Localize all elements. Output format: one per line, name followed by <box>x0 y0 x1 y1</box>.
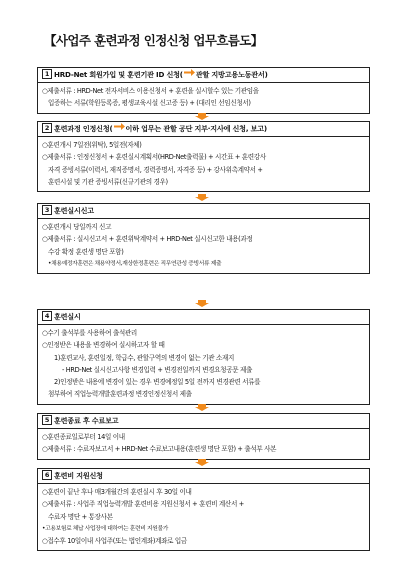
step-4-title: 훈련실시 <box>54 312 81 321</box>
down-arrow-icon <box>195 300 209 307</box>
step-2-box <box>37 121 370 192</box>
step-1-title-tail: 관할 지방고용노동관서) <box>195 70 268 79</box>
step-5-title: 훈련종료 후 수료보고 <box>54 416 119 425</box>
step-2-header <box>38 122 369 137</box>
step-2-number: 2 <box>42 123 52 133</box>
step-1-number: 1 <box>42 69 52 79</box>
step-6-line: ○훈련이 끝난 후나 매3개월간의 훈련실시 후 30일 이내 <box>42 488 192 496</box>
step-3-line: 수강 확정 훈련생 명단 포함) <box>48 247 124 256</box>
step-1-header <box>38 68 369 83</box>
step-1-box <box>37 67 370 114</box>
step-6-header <box>38 469 369 484</box>
step-1-body <box>38 83 369 113</box>
step-1-line: 입증하는 서류(학원등록증, 평생교육시설 신고증 등) + (대리인 선임신청서) <box>48 99 251 108</box>
step-5-line: ○제출서류 : 수료자보고서 + HRD-Net 수료보고내용(훈련생 명단 포함) + 출석부 사본 <box>42 445 277 454</box>
step-4-line: - HRD-Net 실시신고사항 변경입력 + 변경전일까지 변경요청공문 제출 <box>62 365 253 374</box>
step-6-body <box>38 484 369 550</box>
down-arrow-icon <box>195 113 209 120</box>
step-4-line: ○수기 출석부를 사용하여 출석관리 <box>42 329 137 337</box>
page-title: 【사업주 훈련과정 인정신청 업무흐름도】 <box>44 33 263 48</box>
step-5-header <box>38 414 369 429</box>
down-arrow-icon <box>195 194 209 201</box>
step-4-line: ○인정받은 내용을 변경하여 실시하고자 할 때 <box>42 341 165 350</box>
step-2-line: 훈련시설 및 기관 증빙서류(신규기관의 경우) <box>48 177 168 186</box>
down-arrow-icon <box>195 404 209 411</box>
right-arrow-icon <box>184 68 195 81</box>
step-1-line: ○제출서류 : HRD-Net 전자서비스 이용신청서 + 훈련을 실시할수 있는 기관임을 <box>42 87 259 95</box>
step-4-box <box>37 309 370 405</box>
step-3-box <box>37 203 370 274</box>
step-3-note: •채용예정자훈련은 채용약정서,재상한정훈련은 직무연관성 증빙서류 제출 <box>48 260 222 267</box>
step-3-header <box>38 204 369 219</box>
step-6-note: •고용보험료 체납 사업장에 대하여는 훈련비 지원불가 <box>42 525 169 532</box>
step-2-title: 훈련과정 인정신청( <box>54 124 113 133</box>
step-1-title: HRD-Net 회원가입 및 훈련기관 ID 신청( <box>54 70 183 79</box>
step-4-line: 첨부하여 직업능력개발훈련과정 변경인정신청서 제출 <box>48 390 192 399</box>
step-6-number: 6 <box>42 470 52 480</box>
step-6-line: 수료자 명단 + 통장사본 <box>48 512 113 521</box>
step-4-body <box>38 325 369 404</box>
step-3-number: 3 <box>42 205 52 215</box>
step-2-body <box>38 137 369 191</box>
step-5-box <box>37 413 370 460</box>
step-3-body <box>38 219 369 273</box>
step-2-title-tail: 이하 업무는 관할 공단 지부·지사에 신청, 보고) <box>125 124 267 133</box>
right-arrow-icon <box>114 122 125 135</box>
step-3-line: ○훈련개시 당일까지 신고 <box>42 223 112 231</box>
step-5-number: 5 <box>42 415 52 425</box>
step-2-line: ○제출서류 : 인정신청서 + 훈련실시계획서(HRD-Net출력물) + 시간표 + 훈련강사 <box>42 153 266 162</box>
step-6-line: ○제출서류 : 사업주 직업능력개발 훈련비용 지원신청서 + 훈련비 계산서 + <box>42 500 244 509</box>
step-4-line: 1)훈련교사, 훈련일정, 학급수, 관할구역의 변경이 없는 기관 소재지 <box>54 353 235 362</box>
step-5-body <box>38 429 369 459</box>
step-5-line: ○훈련종료일로부터 14일 이내 <box>42 433 125 441</box>
step-4-line: 2)인정받은 내용에 변경이 있는 경우 변경예정일 5일 전까지 변경관련 서류를 <box>54 378 261 387</box>
step-4-number: 4 <box>42 311 52 321</box>
step-2-line: ○훈련개시 7일전(위탁), 5일전(자체) <box>42 141 142 149</box>
step-6-box <box>37 468 370 551</box>
down-arrow-icon <box>195 459 209 466</box>
step-4-header <box>38 310 369 325</box>
step-6-line: ○접수후 10일이내 사업주(또는 법인계좌)계좌로 입금 <box>42 537 187 546</box>
step-2-line: 자격 증빙서류(이력서, 재직증명서, 경력증명서, 자격증 등) + 강사위촉계약서 + <box>48 165 263 174</box>
step-3-line: ○제출서류 : 실시신고서 + 훈련위탁계약서 + HRD-Net 실시신고한 내용(과정 <box>42 235 253 244</box>
step-6-title: 훈련비 지원신청 <box>54 471 103 480</box>
step-3-title: 훈련실시신고 <box>54 206 94 215</box>
